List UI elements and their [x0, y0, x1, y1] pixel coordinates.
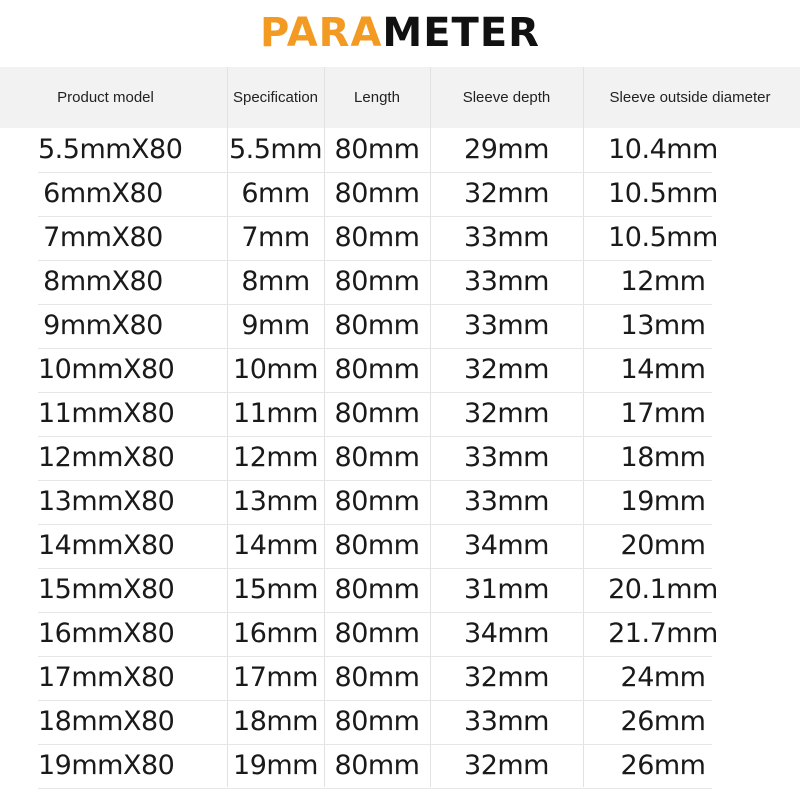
product-model-cell: 6mmX80 — [43, 178, 163, 209]
title-rest: METER — [382, 10, 540, 56]
specification-cell: 10mm — [233, 354, 318, 385]
column-header-sleeve-outside-diameter: Sleeve outside diameter — [609, 89, 771, 106]
column-header-product-model: Product model — [57, 89, 154, 106]
sleeve-depth-cell: 33mm — [464, 442, 549, 473]
table-row — [38, 172, 718, 217]
column-header-sleeve-depth: Sleeve depth — [462, 89, 551, 106]
specification-cell: 18mm — [233, 706, 318, 737]
sleeve-outside-diameter-cell: 10.5mm — [608, 222, 718, 253]
table-row — [38, 612, 718, 657]
specification-cell: 5.5mm — [228, 134, 323, 165]
table-row — [38, 348, 712, 393]
specification-cell: 12mm — [233, 442, 318, 473]
specification-cell: 17mm — [233, 662, 318, 693]
table-row — [38, 568, 718, 613]
length-cell: 80mm — [334, 266, 420, 297]
length-cell: 80mm — [334, 486, 420, 517]
length-cell: 80mm — [334, 310, 420, 341]
title-accent: PARA — [260, 10, 383, 56]
sleeve-depth-cell: 33mm — [464, 706, 549, 737]
product-model-cell: 14mmX80 — [38, 530, 175, 561]
table-row — [38, 744, 712, 789]
sleeve-outside-diameter-cell: 20mm — [620, 530, 706, 561]
specification-cell: 16mm — [233, 618, 318, 649]
sleeve-outside-diameter-cell: 12mm — [620, 266, 706, 297]
product-model-cell: 13mmX80 — [38, 486, 175, 517]
column-header-specification: Specification — [232, 89, 319, 106]
page-title — [0, 10, 800, 60]
sleeve-outside-diameter-cell: 26mm — [620, 750, 706, 781]
sleeve-depth-cell: 32mm — [464, 750, 549, 781]
specification-cell: 7mm — [241, 222, 310, 253]
sleeve-outside-diameter-cell: 14mm — [620, 354, 706, 385]
sleeve-outside-diameter-cell: 10.4mm — [608, 134, 718, 165]
table-row — [38, 304, 712, 349]
table-row — [38, 436, 712, 481]
length-cell: 80mm — [334, 222, 420, 253]
sleeve-outside-diameter-cell: 24mm — [620, 662, 706, 693]
specification-cell: 14mm — [233, 530, 318, 561]
product-model-cell: 18mmX80 — [38, 706, 175, 737]
sleeve-depth-cell: 32mm — [464, 354, 549, 385]
product-model-cell: 16mmX80 — [38, 618, 175, 649]
product-model-cell: 15mmX80 — [38, 574, 175, 605]
length-cell: 80mm — [334, 178, 420, 209]
product-model-cell: 11mmX80 — [38, 398, 175, 429]
sleeve-outside-diameter-cell: 26mm — [620, 706, 706, 737]
length-cell: 80mm — [334, 618, 420, 649]
product-model-cell: 8mmX80 — [43, 266, 163, 297]
table-row — [38, 480, 712, 525]
product-model-cell: 9mmX80 — [43, 310, 163, 341]
sleeve-depth-cell: 34mm — [464, 618, 549, 649]
specification-cell: 13mm — [233, 486, 318, 517]
length-cell: 80mm — [334, 574, 420, 605]
sleeve-outside-diameter-cell: 10.5mm — [608, 178, 718, 209]
sleeve-outside-diameter-cell: 18mm — [620, 442, 706, 473]
product-model-cell: 7mmX80 — [43, 222, 163, 253]
length-cell: 80mm — [334, 662, 420, 693]
sleeve-outside-diameter-cell: 19mm — [620, 486, 706, 517]
table-row — [38, 260, 712, 305]
sleeve-outside-diameter-cell: 13mm — [620, 310, 706, 341]
sleeve-depth-cell: 32mm — [464, 398, 549, 429]
sleeve-depth-cell: 31mm — [464, 574, 549, 605]
length-cell: 80mm — [334, 706, 420, 737]
length-cell: 80mm — [334, 442, 420, 473]
specification-cell: 6mm — [241, 178, 310, 209]
sleeve-depth-cell: 33mm — [464, 222, 549, 253]
table-row — [38, 700, 712, 745]
specification-cell: 9mm — [241, 310, 310, 341]
sleeve-outside-diameter-cell: 20.1mm — [608, 574, 718, 605]
table-row — [38, 128, 718, 173]
length-cell: 80mm — [334, 398, 420, 429]
sleeve-outside-diameter-cell: 17mm — [620, 398, 706, 429]
sleeve-depth-cell: 32mm — [464, 178, 549, 209]
sleeve-depth-cell: 34mm — [464, 530, 549, 561]
table-row — [38, 524, 712, 569]
product-model-cell: 17mmX80 — [38, 662, 175, 693]
specification-cell: 8mm — [241, 266, 310, 297]
length-cell: 80mm — [334, 354, 420, 385]
table-row — [38, 216, 718, 261]
sleeve-outside-diameter-cell: 21.7mm — [608, 618, 718, 649]
specification-cell: 15mm — [233, 574, 318, 605]
specification-cell: 11mm — [233, 398, 318, 429]
sleeve-depth-cell: 33mm — [464, 486, 549, 517]
product-model-cell: 19mmX80 — [38, 750, 175, 781]
column-header-length: Length — [354, 89, 400, 106]
length-cell: 80mm — [334, 750, 420, 781]
product-model-cell: 10mmX80 — [38, 354, 175, 385]
sleeve-depth-cell: 33mm — [464, 266, 549, 297]
sleeve-depth-cell: 29mm — [464, 134, 549, 165]
length-cell: 80mm — [334, 134, 420, 165]
table-header — [0, 67, 800, 128]
length-cell: 80mm — [334, 530, 420, 561]
product-model-cell: 12mmX80 — [38, 442, 175, 473]
specification-cell: 19mm — [233, 750, 318, 781]
table-row — [38, 656, 712, 701]
table-row — [38, 392, 712, 437]
sleeve-depth-cell: 33mm — [464, 310, 549, 341]
product-model-cell: 5.5mmX80 — [38, 134, 183, 165]
sleeve-depth-cell: 32mm — [464, 662, 549, 693]
